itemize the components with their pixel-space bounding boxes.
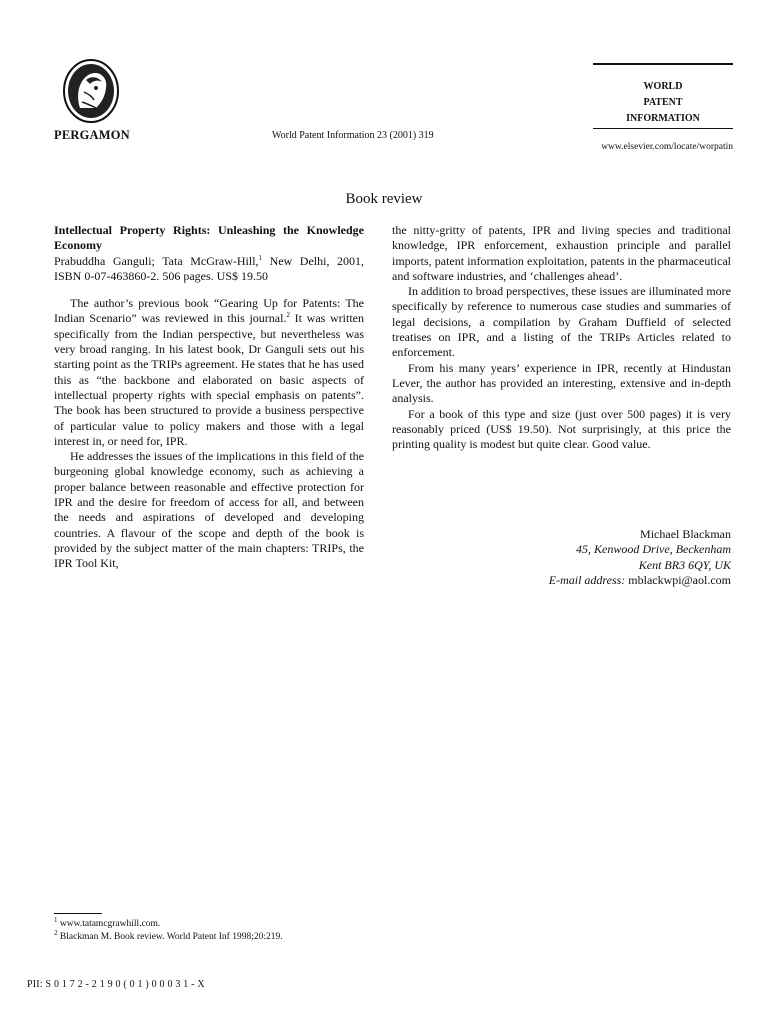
paragraph-2: He addresses the issues of the implications in this field of the burgeoning global knowledge economy, such as achieving a proper balance between reasonable and effective protection for IPR and the desire for freedom of access for all, and between the needs and aspirations of developed and developing countries. A flavour of the scope and depth of the book is provided by the subject matter of the main chapters: TRIPs, the IPR Tool Kit, — [54, 449, 364, 571]
footnote-2 — [54, 928, 283, 944]
publisher-logo — [62, 58, 120, 124]
section-title: Book review — [345, 191, 423, 207]
reviewer-name: Michael Blackman — [640, 527, 731, 541]
journal-title-line-3: INFORMATION — [626, 113, 700, 124]
reviewer-signature — [392, 527, 731, 588]
paragraph-5: For a book of this type and size (just over 500 pages) it is very reasonably priced (US$ 19.50). Not surprisingly, at this price the printing quality is modest but quite clear. Good value. — [392, 406, 731, 452]
reviewer-address-line-1: 45, Kenwood Drive, Beckenham — [576, 542, 731, 557]
header-rule-top — [593, 63, 733, 65]
footnote-ref-2: 2 — [286, 311, 290, 320]
book-details-author: Prabuddha Ganguli; Tata McGraw-Hill, — [54, 253, 259, 268]
footnote-ref-1: 1 — [258, 253, 263, 262]
footnote-2-text: Blackman M. Book review. World Patent Inf 1998;20:219. — [57, 932, 283, 942]
footnotes — [54, 915, 283, 944]
email-address[interactable]: mblackwpi@aol.com — [625, 572, 731, 587]
journal-title-line-2: PATENT — [643, 97, 683, 108]
book-details — [54, 254, 364, 285]
footnote-1-mark: 1 — [54, 915, 58, 924]
paragraph-1 — [54, 296, 364, 449]
reviewer-email — [392, 573, 731, 588]
pii-identifier: PII: S 0 1 7 2 - 2 1 9 0 ( 0 1 ) 0 0 0 3 1 - X — [27, 979, 205, 990]
email-label: E-mail address: — [548, 572, 626, 587]
left-column — [54, 223, 364, 572]
book-details-publication: New Delhi, 2001, ISBN 0-07-463860-2. 506 pages. US$ 19.50 — [54, 253, 364, 283]
paragraph-2-continued: the nitty-gritty of patents, IPR and living species and traditional knowledge, IPR enforcement, exhaustion principle and parallel imports, patent information exploitation, patents in the pharmaceutical and software industries, and ‘challenges ahead’. — [392, 223, 731, 283]
journal-title-line-1: WORLD — [643, 81, 683, 92]
right-column — [392, 223, 731, 452]
publisher-name: PERGAMON — [54, 128, 130, 142]
footnote-rule — [54, 913, 102, 914]
footnote-2-mark: 2 — [54, 928, 58, 937]
journal-title-block — [593, 79, 733, 127]
reviewer-address-line-2: Kent BR3 6QY, UK — [638, 557, 731, 572]
journal-url[interactable]: www.elsevier.com/locate/worpatin — [601, 142, 733, 152]
header-rule-bottom — [593, 128, 733, 129]
paragraph-4: From his many years’ experience in IPR, recently at Hindustan Lever, the author has provided an interesting, extensive and in-depth analysis. — [392, 360, 731, 406]
paragraph-3: In addition to broad perspectives, these issues are illuminated more specifically by reference to numerous case studies and summaries of legal decisions, a compilation by Graham Duffield of selected treatises on IPR, and a listing of the TRIPs Articles related to enforcement. — [392, 284, 731, 360]
paragraph-1-part-a: The author’s previous book “Gearing Up for Patents: The Indian Scenario” was reviewed in this journal. — [54, 296, 364, 326]
book-title: Intellectual Property Rights: Unleashing the Knowledge Economy — [54, 223, 364, 253]
paragraph-1-part-b: It was written specifically from the Indian perspective, but nevertheless was very broad ranging. In his latest book, Dr Ganguli sets out his starting point as the TRIPs agreement. He states that he has used this as “the backbone and elaborated on basic aspects of intellectual property rights with special emphasis on patents”. The book has been structured to provide a business perspective of particular value to policy makers and those with a legal interest in, or need for, IPR. — [54, 311, 365, 448]
footnote-1-text[interactable]: www.tatamcgrawhill.com. — [57, 919, 161, 929]
journal-citation: World Patent Information 23 (2001) 319 — [272, 130, 434, 141]
footnote-1 — [54, 915, 283, 931]
